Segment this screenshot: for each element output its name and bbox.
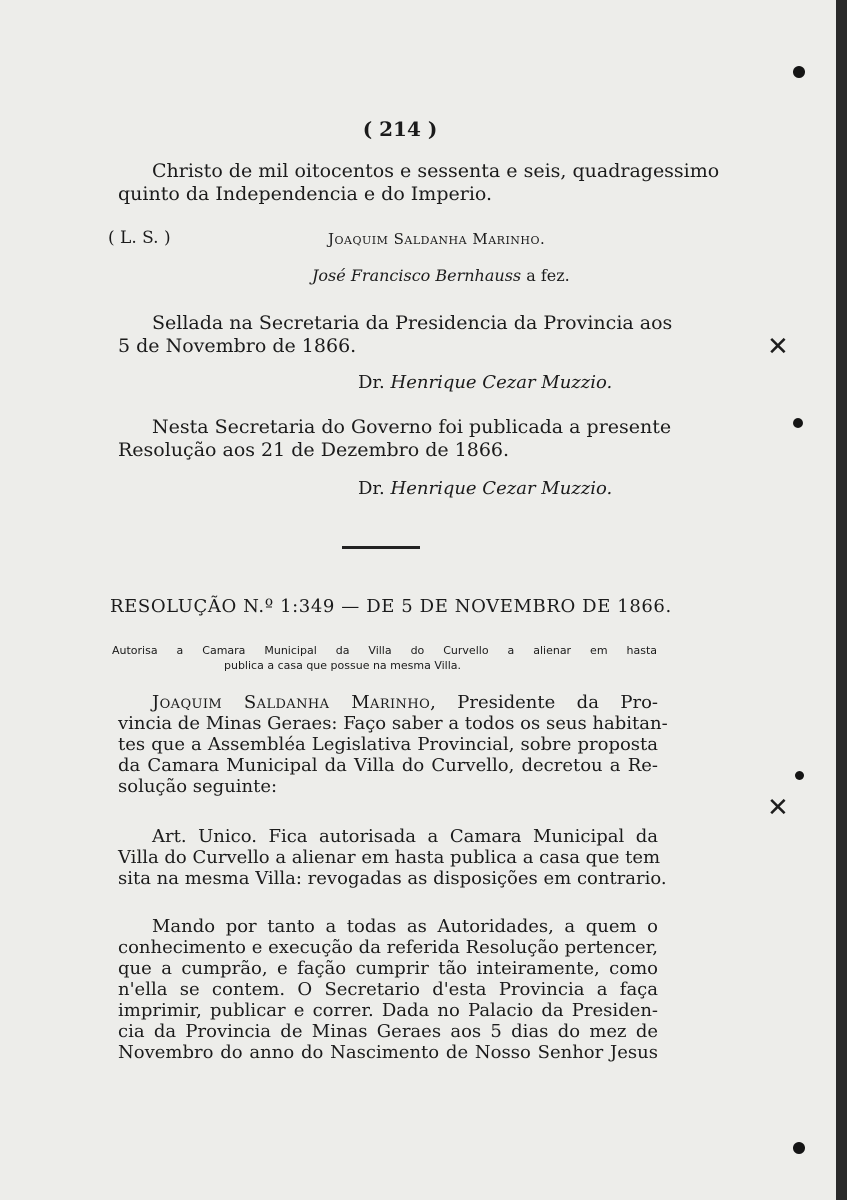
binding-hole-dot (793, 418, 803, 428)
closing-paragraph (118, 160, 720, 206)
text-line (118, 692, 658, 713)
text-line: 5 de Novembro de 1866. (118, 335, 357, 357)
text-line: conhecimento e execução da referida Resolução pertencer, (118, 937, 658, 958)
text-fragment: , Presidente da Pro- (430, 692, 658, 713)
text-line: Sellada na Secretaria da Presidencia da Provincia aos (152, 312, 673, 334)
text-line: vincia de Minas Geraes: Faço saber a todos os seus habitan- (118, 713, 668, 734)
text-line: Novembro do anno do Nascimento de Nosso Senhor Jesus (118, 1042, 658, 1063)
signature-title: Dr. (358, 372, 385, 393)
binding-edge (836, 0, 847, 1200)
section-divider (342, 546, 420, 549)
made-by-line (312, 266, 570, 285)
text-line: Mando por tanto a todas as Autoridades, a quem o (152, 916, 658, 937)
text-line: imprimir, publicar e correr. Dada no Palacio da Presiden- (118, 1000, 658, 1021)
text-line: Christo de mil oitocentos e sessenta e seis, quadragessimo (152, 160, 720, 182)
binding-hole-dot (793, 66, 805, 78)
signature-name: Henrique Cezar Muzzio. (390, 478, 613, 499)
text-line: n'ella se contem. O Secretario d'esta Provincia a faça (118, 979, 658, 1000)
signature-name: Henrique Cezar Muzzio. (390, 372, 613, 393)
president-name: Joaquim Saldanha Marinho (152, 692, 431, 713)
made-by-suffix: a fez. (526, 266, 570, 285)
published-paragraph (118, 416, 672, 462)
text-line: tes que a Assembléa Legislativa Provincial, sobre proposta (118, 734, 658, 755)
binding-hole-dot (795, 771, 804, 780)
text-line: que a cumprão, e fação cumprir tão inteiramente, como (118, 958, 658, 979)
sealed-paragraph (118, 312, 673, 358)
resolution-heading: RESOLUÇÃO N.º 1:349 — DE 5 DE NOVEMBRO DE 1866. (110, 596, 672, 617)
summary-line: Autorisa a Camara Municipal da Villa do Curvello a alienar em hasta (112, 644, 657, 657)
text-line: solução seguinte: (118, 776, 278, 797)
text-line: Villa do Curvello a alienar em hasta publica a casa que tem (118, 847, 661, 868)
secretary-signature-1 (358, 372, 612, 393)
binding-hole-dot (793, 1142, 805, 1154)
signature-title: Dr. (358, 478, 385, 499)
preamble-paragraph (118, 692, 668, 797)
secretary-signature-2 (358, 478, 612, 499)
binding-stitch-mark: ✕ (767, 793, 789, 823)
page-number: ( 214 ) (362, 117, 438, 141)
text-line: Nesta Secretaria do Governo foi publicada a presente (152, 416, 672, 438)
scribe-name: José Francisco Bernhauss (312, 266, 522, 285)
text-line: quinto da Independencia e do Imperio. (118, 183, 493, 205)
text-line: Resolução aos 21 de Dezembro de 1866. (118, 439, 510, 461)
binding-stitch-mark: ✕ (767, 332, 789, 362)
resolution-summary (112, 643, 657, 673)
summary-line: publica a casa que possue na mesma Villa. (224, 659, 462, 672)
text-line: sita na mesma Villa: revogadas as disposições em contrario. (118, 868, 667, 889)
seal-mark: ( L. S. ) (108, 228, 171, 248)
signatory-name: Joaquim Saldanha Marinho. (328, 230, 546, 248)
text-line: da Camara Municipal da Villa do Curvello, decretou a Re- (118, 755, 658, 776)
article-paragraph (118, 826, 667, 889)
text-line: Art. Unico. Fica autorisada a Camara Municipal da (152, 826, 658, 847)
mandate-paragraph (118, 916, 658, 1063)
text-line: cia da Provincia de Minas Geraes aos 5 dias do mez de (118, 1021, 658, 1042)
